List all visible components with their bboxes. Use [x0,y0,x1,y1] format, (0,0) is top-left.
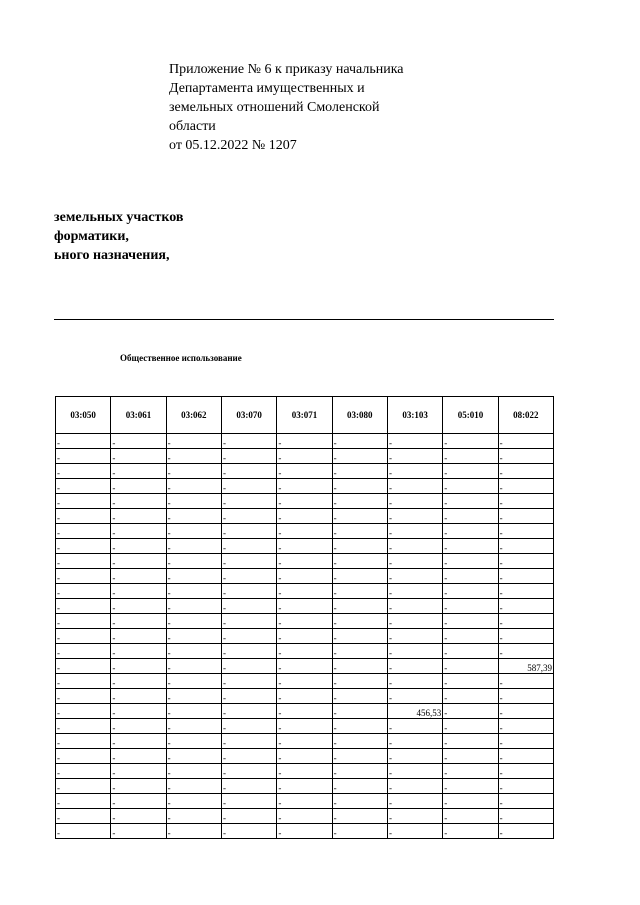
table-cell: - [387,614,442,629]
header-line: земельных отношений Смоленской [169,100,380,115]
table-cell: - [166,584,221,599]
table-cell: - [166,479,221,494]
table-cell: - [387,779,442,794]
table-cell: - [56,809,111,824]
table-cell: - [277,569,332,584]
table-cell: - [498,539,553,554]
table-cell: - [498,704,553,719]
table-row [56,614,554,629]
table-cell: - [111,464,166,479]
table-cell: - [387,674,442,689]
table-cell: - [387,449,442,464]
table-row [56,824,554,839]
table-cell: - [56,509,111,524]
table-cell: - [166,764,221,779]
table-cell: 587,39 [498,659,553,674]
table-row [56,644,554,659]
table-cell: - [166,779,221,794]
table-cell: - [221,704,276,719]
table-cell: - [332,764,387,779]
table-row [56,524,554,539]
table-cell: - [443,539,498,554]
table-cell: - [332,704,387,719]
table-cell: - [443,464,498,479]
table-cell: - [277,434,332,449]
table-cell: - [443,719,498,734]
table-cell: - [221,764,276,779]
table-cell: - [443,554,498,569]
table-cell: - [332,479,387,494]
table-cell: - [332,779,387,794]
table-cell: - [277,734,332,749]
table-cell: - [387,539,442,554]
table-cell: - [111,824,166,839]
table-cell: - [498,764,553,779]
table-cell: - [111,749,166,764]
table-cell: - [443,644,498,659]
table-cell: - [111,479,166,494]
table-cell: - [166,704,221,719]
table-cell: - [443,809,498,824]
table-cell: - [332,524,387,539]
table-row [56,554,554,569]
table-cell: - [56,644,111,659]
table-cell: - [332,494,387,509]
table-cell: - [443,569,498,584]
table-cell: - [498,689,553,704]
table-cell: - [221,494,276,509]
table-cell: - [277,764,332,779]
table-cell: - [498,674,553,689]
table-cell: - [56,659,111,674]
table-cell: - [498,824,553,839]
table-cell: - [166,614,221,629]
table-row [56,464,554,479]
table-cell: - [332,689,387,704]
table-cell: - [221,824,276,839]
table-row [56,494,554,509]
table-cell: - [221,674,276,689]
table-cell: - [387,434,442,449]
table-cell: - [387,464,442,479]
document-title [54,208,183,265]
table-cell: - [443,689,498,704]
table-cell: - [332,584,387,599]
table-cell: - [111,704,166,719]
table-cell: - [277,464,332,479]
table-cell: - [111,539,166,554]
table-cell: - [221,464,276,479]
table-cell: - [221,599,276,614]
table-cell: - [221,554,276,569]
table-cell: - [498,524,553,539]
table-cell: - [332,434,387,449]
table-cell: - [498,494,553,509]
table-cell: - [332,509,387,524]
table-cell: - [277,584,332,599]
table-cell: - [277,554,332,569]
table-cell: - [498,509,553,524]
table-cell: - [166,464,221,479]
table-cell: - [56,674,111,689]
table-cell: - [387,794,442,809]
table-cell: - [277,614,332,629]
table-cell: - [277,449,332,464]
table-cell: - [56,794,111,809]
table-row [56,809,554,824]
table-row [56,539,554,554]
table-cell: - [498,794,553,809]
section-label: Общественное использование [120,353,242,363]
table-cell: - [221,809,276,824]
table-row [56,749,554,764]
table-cell: - [111,779,166,794]
table-cell: - [166,794,221,809]
table-cell: - [56,689,111,704]
table-cell: - [443,584,498,599]
table-cell: - [166,809,221,824]
table-cell: - [498,584,553,599]
table-cell: - [221,689,276,704]
table-cell: - [166,434,221,449]
table-cell: - [56,764,111,779]
table-cell: - [387,494,442,509]
table-cell: - [166,674,221,689]
table-cell: - [387,554,442,569]
table-cell: - [221,539,276,554]
table-cell: - [332,539,387,554]
table-cell: - [332,554,387,569]
table-cell: - [443,794,498,809]
header-line: области [169,119,216,134]
table-cell: - [166,689,221,704]
table-cell: - [387,509,442,524]
table-cell: - [221,509,276,524]
table-cell: - [443,704,498,719]
table-cell: - [443,479,498,494]
table-cell: - [332,749,387,764]
table-cell: - [166,659,221,674]
table-cell: - [166,509,221,524]
table-cell: - [221,719,276,734]
table-row [56,569,554,584]
table-cell: - [166,749,221,764]
table-row [56,599,554,614]
table-row [56,509,554,524]
table-cell: - [332,719,387,734]
table-cell: - [221,449,276,464]
table-cell: - [387,734,442,749]
header-line: Приложение № 6 к приказу начальника [169,62,404,77]
table-cell: - [277,809,332,824]
table-row [56,704,554,719]
table-cell: - [332,569,387,584]
table-cell: - [498,749,553,764]
table-cell: - [498,719,553,734]
table-cell: - [111,434,166,449]
table-row [56,689,554,704]
table-cell: - [221,434,276,449]
table-cell: - [443,779,498,794]
table-cell: - [498,644,553,659]
table-cell: - [56,434,111,449]
table-cell: - [111,494,166,509]
table-cell: - [221,779,276,794]
table-cell: - [443,524,498,539]
table-cell: - [166,734,221,749]
column-header: 03:061 [111,397,166,434]
table-cell: - [111,659,166,674]
table-cell: - [56,599,111,614]
table-cell: - [443,434,498,449]
title-line: земельных участков [54,210,184,225]
table-cell: - [332,809,387,824]
table-cell: - [443,764,498,779]
table-cell: - [166,644,221,659]
table-cell: - [443,614,498,629]
column-header: 03:071 [277,397,332,434]
order-appendix-header [169,60,469,155]
table-row [56,629,554,644]
table-cell: - [277,794,332,809]
table-cell: - [443,509,498,524]
table-cell: - [332,629,387,644]
table-cell: - [221,644,276,659]
table-cell: - [387,719,442,734]
table-cell: - [111,719,166,734]
table-cell: - [277,689,332,704]
table-row [56,479,554,494]
table-cell: - [111,689,166,704]
table-row [56,719,554,734]
header-line: Департамента имущественных и [169,81,365,96]
table-cell: - [277,539,332,554]
table-row [56,764,554,779]
table-cell: - [387,524,442,539]
table-cell: - [56,464,111,479]
column-header: 03:070 [221,397,276,434]
table-cell: - [111,599,166,614]
table-row [56,434,554,449]
title-line: форматики, [54,229,129,244]
table-cell: - [277,704,332,719]
table-cell: - [387,479,442,494]
table-cell: - [498,614,553,629]
cadastral-value-table [55,396,554,839]
table-cell: - [221,479,276,494]
table-cell: - [387,584,442,599]
column-header: 03:062 [166,397,221,434]
table-cell: - [443,674,498,689]
table-cell: - [56,779,111,794]
table-cell: - [166,569,221,584]
column-header: 08:022 [498,397,553,434]
table-cell: - [498,449,553,464]
table-header-row [56,397,554,434]
table-cell: - [277,494,332,509]
table-cell: - [277,674,332,689]
table-cell: - [56,524,111,539]
column-header: 05:010 [443,397,498,434]
table-cell: - [111,449,166,464]
table-cell: - [221,734,276,749]
table-cell: - [277,644,332,659]
table-cell: - [277,719,332,734]
table-cell: - [498,629,553,644]
table-cell: - [387,689,442,704]
table-cell: - [166,494,221,509]
table-cell: - [166,539,221,554]
table-cell: - [277,824,332,839]
table-cell: - [166,719,221,734]
table-cell: - [332,674,387,689]
table-cell: - [277,479,332,494]
table-cell: - [498,599,553,614]
table-cell: - [332,449,387,464]
table-cell: - [443,824,498,839]
table-cell: 456,53 [387,704,442,719]
table-cell: - [221,569,276,584]
table-cell: - [221,749,276,764]
table-cell: - [277,629,332,644]
table-cell: - [443,599,498,614]
table-cell: - [498,464,553,479]
table-cell: - [387,809,442,824]
table-cell: - [443,629,498,644]
table-cell: - [332,644,387,659]
header-line: от 05.12.2022 № 1207 [169,138,297,153]
table-cell: - [111,809,166,824]
table-cell: - [332,599,387,614]
table-cell: - [111,674,166,689]
table-cell: - [332,464,387,479]
table-cell: - [166,824,221,839]
table-cell: - [498,734,553,749]
horizontal-divider [54,319,554,320]
table-cell: - [111,614,166,629]
table-cell: - [498,569,553,584]
table-cell: - [332,794,387,809]
table-cell: - [277,509,332,524]
table-cell: - [111,794,166,809]
table-cell: - [111,524,166,539]
table-cell: - [387,749,442,764]
column-header: 03:080 [332,397,387,434]
table-row [56,449,554,464]
table-cell: - [56,614,111,629]
table-cell: - [111,629,166,644]
table-cell: - [332,614,387,629]
table-cell: - [387,629,442,644]
table-cell: - [111,584,166,599]
table-body [56,434,554,839]
table-cell: - [498,479,553,494]
title-line: ьного назначения, [54,248,170,263]
table-cell: - [443,749,498,764]
table-cell: - [443,494,498,509]
table-cell: - [166,599,221,614]
table-cell: - [56,569,111,584]
table-cell: - [56,719,111,734]
table-cell: - [443,449,498,464]
table-cell: - [387,659,442,674]
table-cell: - [166,449,221,464]
table-cell: - [56,824,111,839]
table-cell: - [332,734,387,749]
table-cell: - [56,749,111,764]
table-row [56,659,554,674]
table-cell: - [56,734,111,749]
table-cell: - [56,494,111,509]
table-cell: - [166,524,221,539]
table-row [56,779,554,794]
table-cell: - [277,749,332,764]
table-cell: - [56,554,111,569]
table-cell: - [277,599,332,614]
table-cell: - [221,584,276,599]
table-row [56,674,554,689]
table-cell: - [56,539,111,554]
table-cell: - [221,794,276,809]
table-cell: - [498,809,553,824]
table-cell: - [56,629,111,644]
table-cell: - [277,659,332,674]
column-header: 03:103 [387,397,442,434]
table-cell: - [111,569,166,584]
table-cell: - [498,434,553,449]
table-cell: - [387,764,442,779]
table-cell: - [387,569,442,584]
column-header: 03:050 [56,397,111,434]
table-cell: - [277,524,332,539]
table-cell: - [498,554,553,569]
table-cell: - [387,599,442,614]
table-cell: - [443,734,498,749]
table-cell: - [332,824,387,839]
table-cell: - [166,554,221,569]
table-cell: - [111,644,166,659]
table-cell: - [221,659,276,674]
table-cell: - [111,554,166,569]
table-cell: - [56,449,111,464]
table-cell: - [277,779,332,794]
table-row [56,584,554,599]
table-cell: - [221,614,276,629]
table-cell: - [387,644,442,659]
table-cell: - [387,824,442,839]
table-cell: - [443,659,498,674]
table-cell: - [111,764,166,779]
table-cell: - [56,479,111,494]
table-cell: - [56,584,111,599]
table-cell: - [221,629,276,644]
table-cell: - [56,704,111,719]
table-row [56,734,554,749]
table-cell: - [111,509,166,524]
table-row [56,794,554,809]
table-cell: - [111,734,166,749]
table-cell: - [221,524,276,539]
table-cell: - [332,659,387,674]
table-cell: - [166,629,221,644]
table-cell: - [498,779,553,794]
